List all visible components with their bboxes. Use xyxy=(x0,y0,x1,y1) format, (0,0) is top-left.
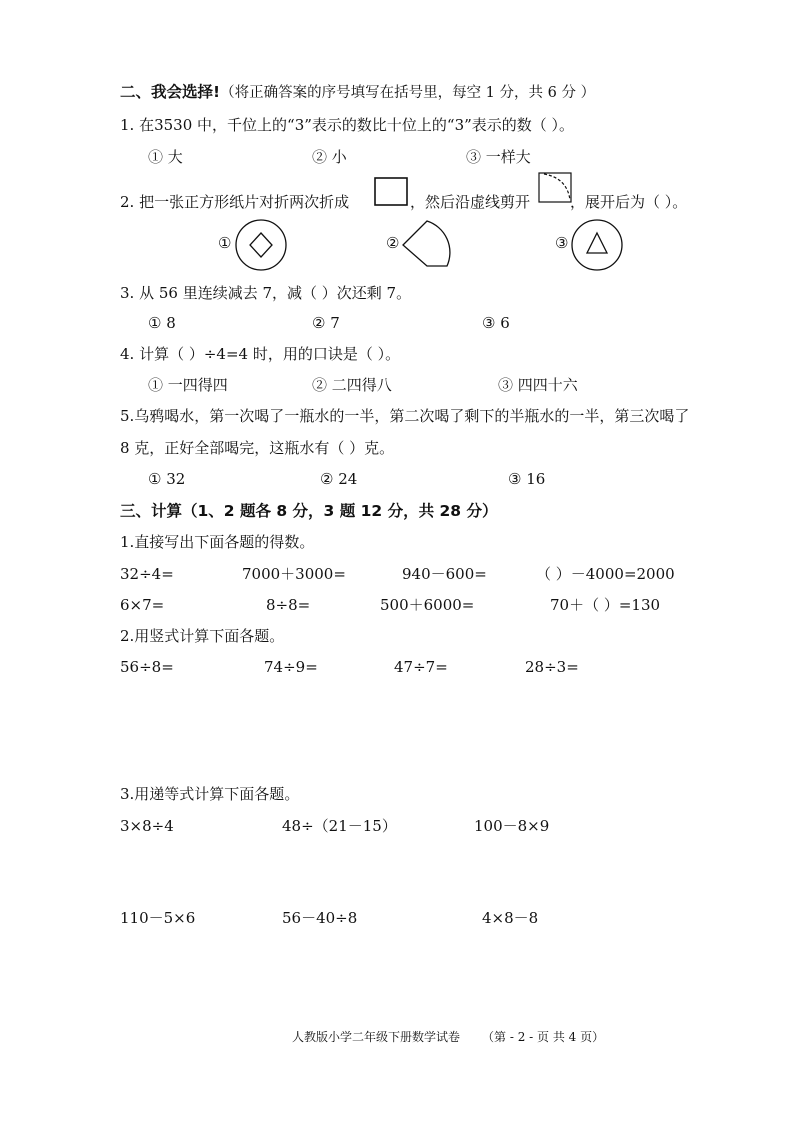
question-2-stem-part-c: ，展开后为（ ）。 xyxy=(570,193,688,211)
question-2-stem-part-a: 2. 把一张正方形纸片对折两次折成 xyxy=(120,193,350,211)
dashed-arc-cut-icon xyxy=(538,172,574,206)
question-1-stem: 1. 在3530 中，千位上的“3”表示的数比十位上的“3”表示的数（ ）。 xyxy=(120,116,575,134)
question-2-option-1-label: ① xyxy=(218,234,232,252)
mental-math-item: 500＋6000= xyxy=(380,596,475,614)
vertical-calc-item: 56÷8= xyxy=(120,658,174,676)
section-2-title: 二、我会选择! xyxy=(120,83,221,101)
question-4-option-3: ③ 四四十六 xyxy=(498,376,578,394)
step-calc-item: 56－40÷8 xyxy=(282,909,358,927)
question-4-option-1: ① 一四得四 xyxy=(148,376,228,394)
mental-math-item: 32÷4= xyxy=(120,565,174,583)
mental-math-item: 8÷8= xyxy=(266,596,311,614)
question-2-option-3-label: ③ xyxy=(555,234,569,252)
question-3-option-2: ② 7 xyxy=(312,314,340,332)
step-calc-item: 48÷（21－15） xyxy=(282,817,397,835)
question-3-option-1: ① 8 xyxy=(148,314,176,332)
step-calc-item: 4×8－8 xyxy=(482,909,539,927)
mental-math-item: 7000＋3000= xyxy=(242,565,346,583)
mental-math-item: 6×7= xyxy=(120,596,165,614)
question-5-line-2: 8 克，正好全部喝完，这瓶水有（ ）克。 xyxy=(120,439,395,457)
question-2-stem-part-b: ，然后沿虚线剪开 xyxy=(410,193,531,211)
section-2-heading xyxy=(120,82,595,103)
question-1-option-2: ② 小 xyxy=(312,148,347,166)
quarter-circle-icon xyxy=(400,218,450,270)
part-2-title: 2.用竖式计算下面各题。 xyxy=(120,627,285,645)
step-calc-item: 3×8÷4 xyxy=(120,817,174,835)
question-1-option-3: ③ 一样大 xyxy=(466,148,531,166)
step-calc-item: 110－5×6 xyxy=(120,909,196,927)
question-5-line-1: 5.乌鸦喝水，第一次喝了一瓶水的一半，第二次喝了剩下的半瓶水的一半，第三次喝了 xyxy=(120,407,690,425)
question-5-option-3: ③ 16 xyxy=(508,470,546,488)
question-2-option-2-label: ② xyxy=(386,234,400,252)
square-fold-icon xyxy=(374,177,410,207)
section-2-note: （将正确答案的序号填写在括号里，每空 1 分，共 6 分 ） xyxy=(220,85,596,101)
question-4-option-2: ② 二四得八 xyxy=(312,376,392,394)
circle-diamond-icon xyxy=(234,219,288,273)
section-3-title: 三、计算（1、2 题各 8 分，3 题 12 分，共 28 分） xyxy=(120,502,498,520)
vertical-calc-item: 47÷7= xyxy=(394,658,448,676)
footer-title: 人教版小学二年级下册数学试卷 xyxy=(292,1030,461,1044)
page-footer xyxy=(292,1029,604,1045)
mental-math-item: （ ）－4000=2000 xyxy=(536,565,675,583)
footer-page-number: （第 - 2 - 页 共 4 页） xyxy=(482,1030,605,1044)
vertical-calc-item: 28÷3= xyxy=(525,658,579,676)
question-4-stem: 4. 计算（ ）÷4=4 时，用的口诀是（ ）。 xyxy=(120,345,401,363)
mental-math-item: 940－600= xyxy=(402,565,487,583)
step-calc-item: 100－8×9 xyxy=(474,817,550,835)
question-5-option-1: ① 32 xyxy=(148,470,186,488)
question-3-stem: 3. 从 56 里连续减去 7，减（ ）次还剩 7。 xyxy=(120,284,412,302)
question-5-option-2: ② 24 xyxy=(320,470,358,488)
question-3-option-3: ③ 6 xyxy=(482,314,510,332)
part-1-title: 1.直接写出下面各题的得数。 xyxy=(120,533,315,551)
circle-triangle-icon xyxy=(570,219,624,273)
part-3-title: 3.用递等式计算下面各题。 xyxy=(120,785,300,803)
mental-math-item: 70＋（ ）=130 xyxy=(550,596,661,614)
question-1-option-1: ① 大 xyxy=(148,148,183,166)
vertical-calc-item: 74÷9= xyxy=(264,658,318,676)
